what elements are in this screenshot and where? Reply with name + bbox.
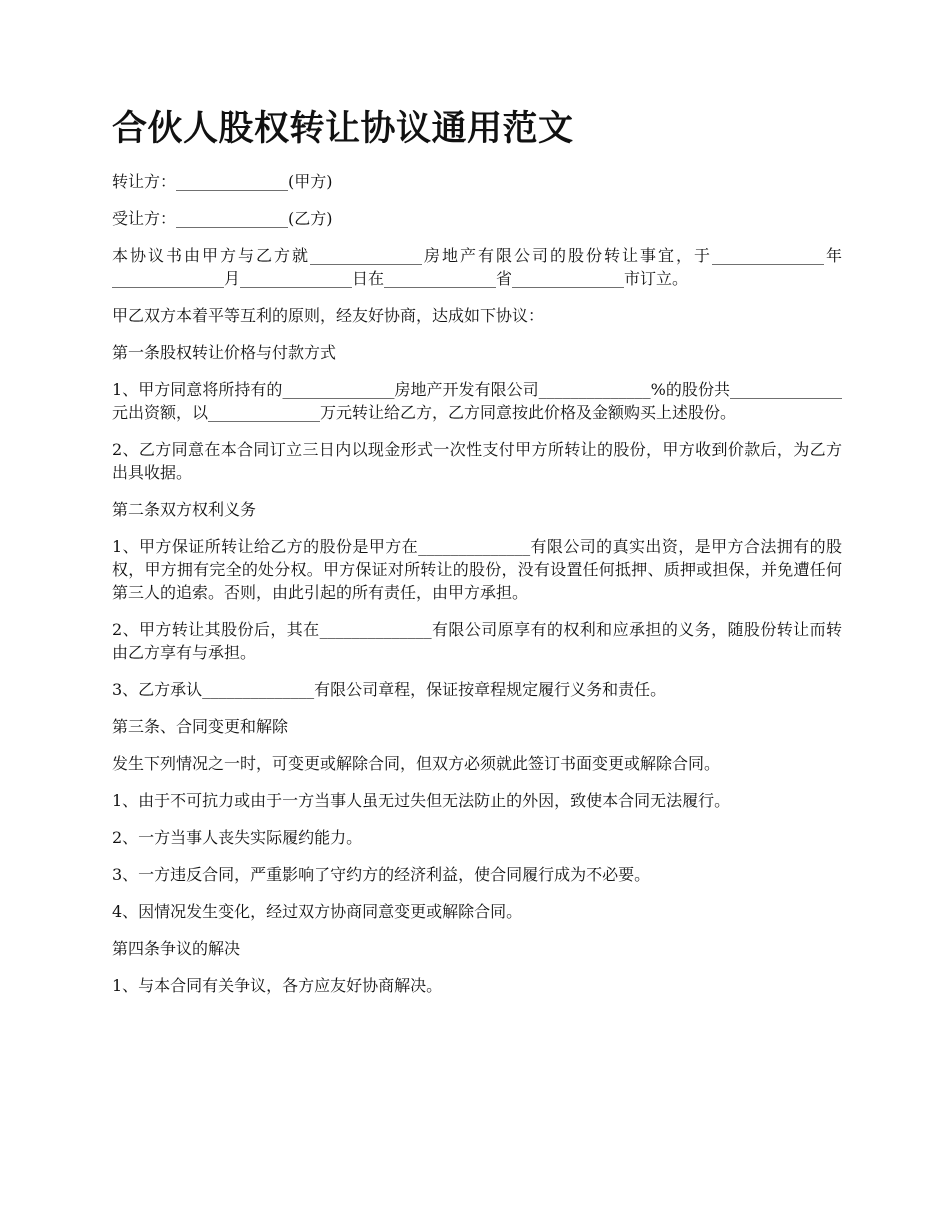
transferor-line: 转让方：______________(甲方): [112, 172, 333, 191]
article-4-clause-1: 1、与本合同有关争议，各方应友好协商解决。: [112, 976, 443, 995]
article-2-clause-1: 1、甲方保证所转让给乙方的股份是甲方在______________有限公司的真实出资，是甲方合法拥有的股权，甲方拥有完全的处分权。甲方保证对所转让的股份，没有设置任何抵押、质押或担保，并免遭任何第三人的追索。否则，由此引起的所有责任，由甲方承担。: [112, 537, 842, 602]
document-page: [112, 108, 842, 1011]
document-title: 合伙人股权转让协议通用范文: [112, 108, 574, 149]
article-3-clause-3: 3、一方违反合同，严重影响了守约方的经济利益，使合同履行成为不必要。: [112, 865, 651, 884]
article-1-clause-1: 1、甲方同意将所持有的______________房地产开发有限公司______________%的股份共______________元出资额，以______________万元转让给乙方，乙方同意按此价格及金额购买上述股份。: [112, 380, 842, 422]
article-3-intro: 发生下列情况之一时，可变更或解除合同，但双方必须就此签订书面变更或解除合同。: [112, 754, 721, 773]
article-2-clause-2: 2、甲方转让其股份后，其在______________有限公司原享有的权利和应承担的义务，随股份转让而转由乙方享有与承担。: [112, 620, 842, 662]
agreement-preamble: 甲乙双方本着平等互利的原则，经友好协商，达成如下协议：: [112, 306, 545, 325]
article-3-clause-4: 4、因情况发生变化，经过双方协商同意变更或解除合同。: [112, 902, 523, 921]
transferee-line: 受让方：______________(乙方): [112, 209, 333, 228]
article-3-heading: 第三条、合同变更和解除: [112, 717, 289, 736]
article-1-heading: 第一条股权转让价格与付款方式: [112, 343, 337, 362]
article-4-heading: 第四条争议的解决: [112, 939, 241, 958]
article-2-heading: 第二条双方权利义务: [112, 500, 257, 519]
agreement-intro: 本协议书由甲方与乙方就______________房地产有限公司的股份转让事宜，于______________年______________月______________日在______________省______________市订立。: [112, 246, 842, 288]
article-2-clause-3: 3、乙方承认______________有限公司章程，保证按章程规定履行义务和责任。: [112, 680, 667, 699]
article-1-clause-2: 2、乙方同意在本合同订立三日内以现金形式一次性支付甲方所转让的股份，甲方收到价款后，为乙方出具收据。: [112, 440, 842, 482]
article-3-clause-2: 2、一方当事人丧失实际履约能力。: [112, 828, 363, 847]
article-3-clause-1: 1、由于不可抗力或由于一方当事人虽无过失但无法防止的外因，致使本合同无法履行。: [112, 791, 731, 810]
